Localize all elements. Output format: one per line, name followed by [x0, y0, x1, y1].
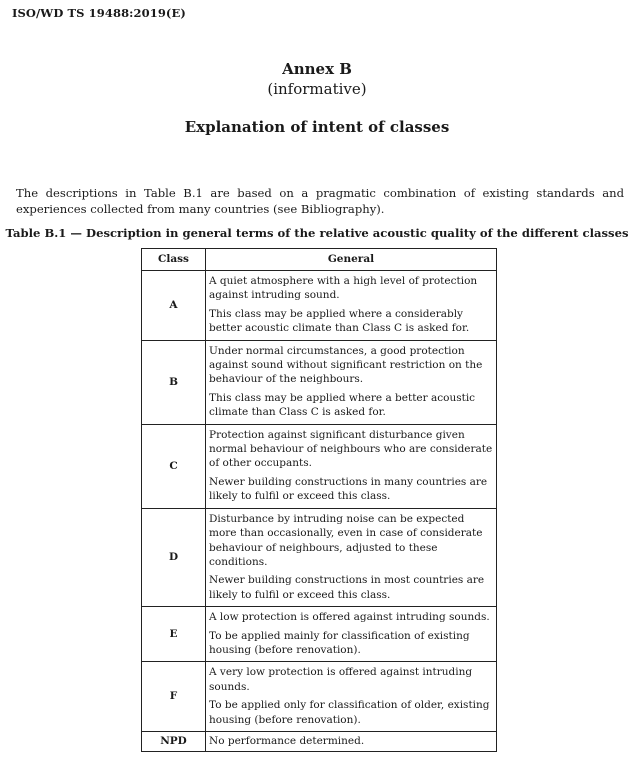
- general-paragraph: No performance determined.: [209, 734, 365, 747]
- annex-type: (informative): [267, 80, 367, 98]
- table-row: [142, 662, 497, 732]
- general-paragraph: Disturbance by intruding noise can be expected more than occasionally, even in case of considerate behaviour of neighbours, adjusted to these conditions.: [209, 512, 483, 568]
- table-row: [142, 607, 497, 662]
- general-paragraph: Under normal circumstances, a good protection against sound without significant restriction on the behaviour of the neighbours.: [209, 344, 483, 386]
- general-paragraph: This class may be applied where a considerably better acoustic climate than Class C is asked for.: [209, 307, 470, 335]
- table-header-row: [142, 249, 497, 271]
- class-cell: E: [142, 607, 206, 662]
- general-cell: [206, 340, 497, 424]
- class-cell: B: [142, 340, 206, 424]
- general-cell: [206, 607, 497, 662]
- general-paragraph: This class may be applied where a better acoustic climate than Class C is asked for.: [209, 391, 476, 419]
- classes-table: [141, 248, 497, 752]
- general-paragraph: A quiet atmosphere with a high level of protection against intruding sound.: [209, 275, 478, 302]
- general-cell: [206, 424, 497, 508]
- general-cell: [206, 662, 497, 732]
- table-row: [142, 340, 497, 424]
- general-cell: [206, 271, 497, 341]
- general-cell: [206, 731, 497, 751]
- section-title: Explanation of intent of classes: [184, 118, 450, 136]
- column-header-class: Class: [142, 249, 206, 271]
- general-paragraph: Protection against significant disturbance given normal behaviour of neighbours who are considerate of other occupants.: [209, 428, 493, 470]
- class-cell: D: [142, 508, 206, 606]
- general-paragraph: Newer building constructions in most countries are likely to fulfil or exceed this class.: [209, 574, 485, 601]
- class-cell: NPD: [142, 731, 206, 751]
- general-paragraph: Newer building constructions in many countries are likely to fulfil or exceed this class.: [209, 475, 488, 503]
- general-paragraph: A very low protection is offered against intruding sounds.: [209, 666, 473, 693]
- table-row: [142, 271, 497, 341]
- class-cell: F: [142, 662, 206, 732]
- table-row: [142, 508, 497, 606]
- table-caption: Table B.1 — Description in general terms of the relative acoustic quality of the different classes: [5, 226, 629, 240]
- document-id-header: ISO/WD TS 19488:2019(E): [12, 6, 186, 20]
- table-row: [142, 731, 497, 751]
- general-cell: [206, 508, 497, 606]
- annex-title: Annex B: [282, 60, 352, 78]
- table-row: [142, 424, 497, 508]
- class-cell: A: [142, 271, 206, 341]
- intro-paragraph: The descriptions in Table B.1 are based on a pragmatic combination of existing standards and experiences collected from many countries (see Bibliography).: [16, 186, 624, 216]
- general-paragraph: To be applied only for classification of older, existing housing (before renovation).: [209, 699, 490, 726]
- column-header-general: General: [206, 249, 497, 271]
- class-cell: C: [142, 424, 206, 508]
- general-paragraph: A low protection is offered against intruding sounds.: [209, 611, 490, 624]
- general-paragraph: To be applied mainly for classification of existing housing (before renovation).: [209, 629, 470, 656]
